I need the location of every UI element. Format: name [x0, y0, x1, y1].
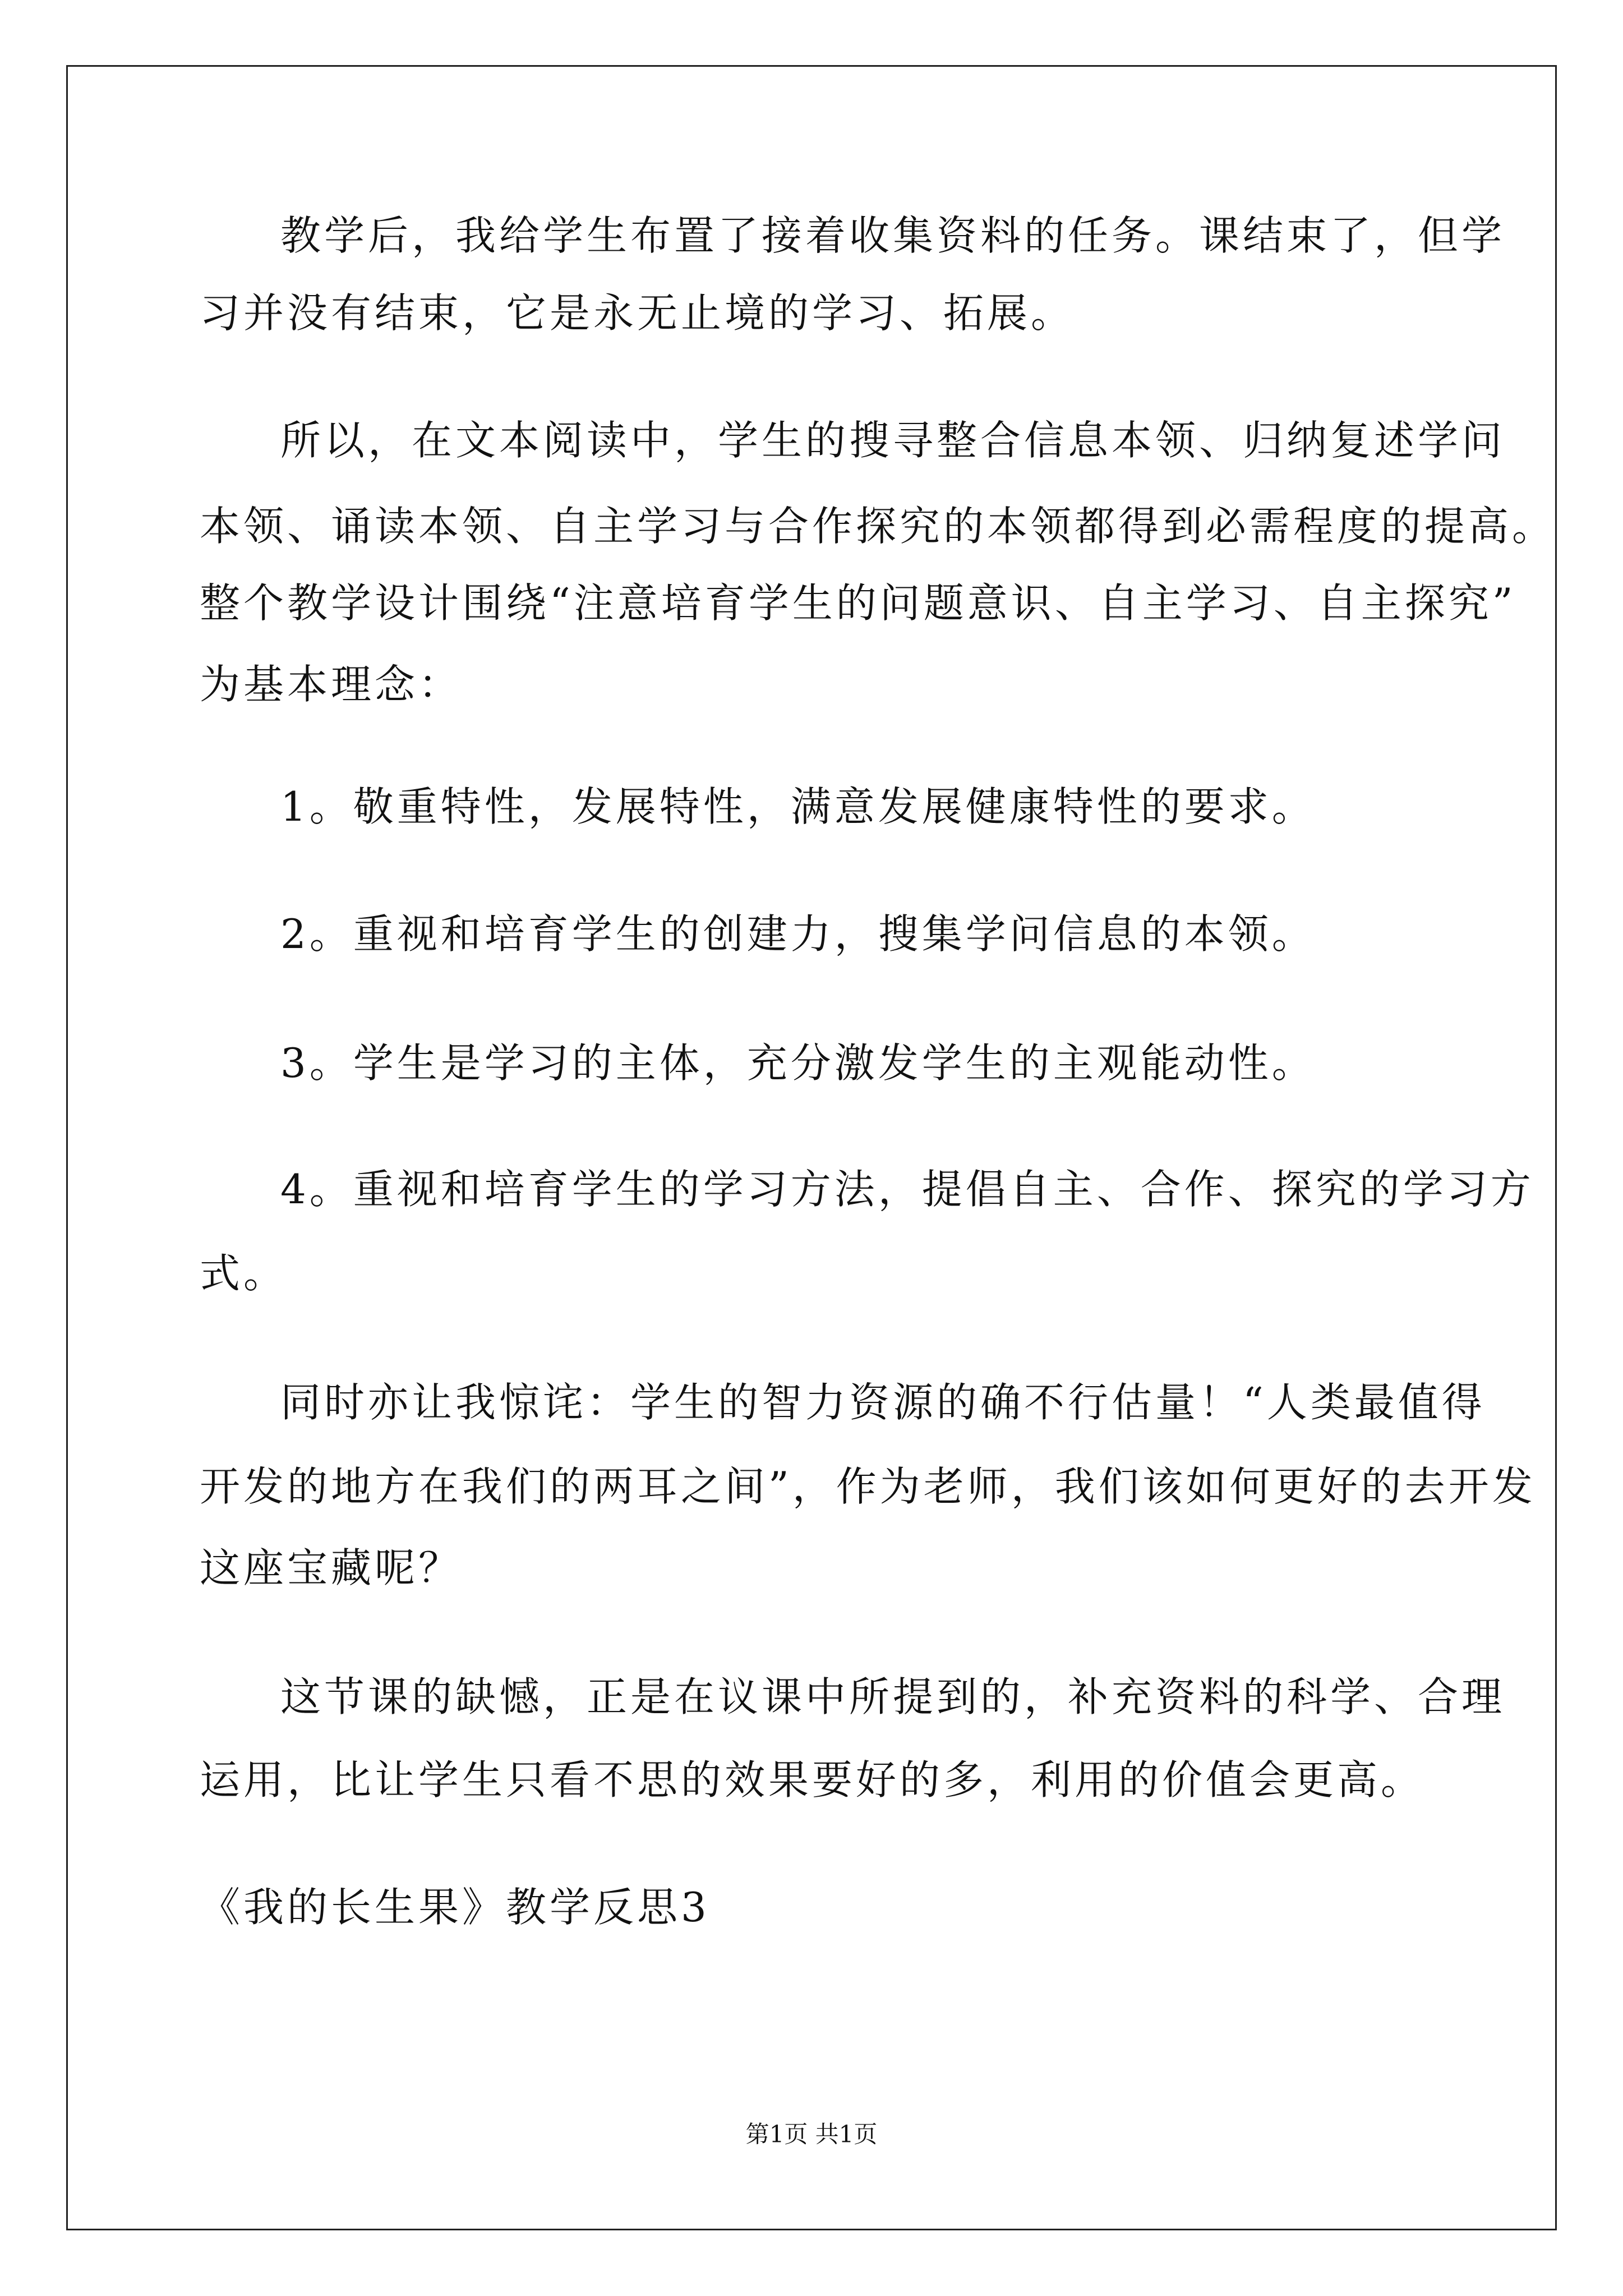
list-item-1: 1。敬重特性，发展特性，满意发展健康特性的要求。 — [280, 783, 1316, 830]
paragraph-2-line-1: 所以，在文本阅读中，学生的搜寻整合信息本领、归纳复述学问 — [280, 417, 1506, 464]
paragraph-3-line-1: 同时亦让我惊诧：学生的智力资源的确不行估量！“人类最值得 — [280, 1379, 1486, 1426]
paragraph-2-line-4: 为基本理念： — [200, 661, 463, 708]
paragraph-1-line-2: 习并没有结束，它是永无止境的学习、拓展。 — [200, 289, 1075, 337]
list-item-3: 3。学生是学习的主体，充分激发学生的主观能动性。 — [280, 1039, 1316, 1087]
paragraph-2-line-3: 整个教学设计围绕“注意培育学生的问题意识、自主学习、自主探究” — [200, 579, 1516, 627]
paragraph-3-line-3: 这座宝藏呢？ — [200, 1544, 463, 1591]
list-item-2: 2。重视和培育学生的创建力，搜集学问信息的本领。 — [280, 910, 1316, 958]
list-item-4-line-1: 4。重视和培育学生的学习方法，提倡自主、合作、探究的学习方 — [280, 1166, 1534, 1213]
page-number-footer: 第1页 共1页 — [745, 2120, 878, 2148]
paragraph-4-line-2: 运用，比让学生只看不思的效果要好的多，利用的价值会更高。 — [200, 1756, 1425, 1803]
paragraph-2-line-2: 本领、诵读本领、自主学习与合作探究的本领都得到必需程度的提高。 — [200, 503, 1556, 550]
paragraph-4-line-1: 这节课的缺憾，正是在议课中所提到的，补充资料的科学、合理 — [280, 1673, 1506, 1720]
section-heading: 《我的长生果》教学反思3 — [200, 1884, 710, 1931]
paragraph-3-line-2: 开发的地方在我们的两耳之间”，作为老师，我们该如何更好的去开发 — [200, 1463, 1536, 1510]
paragraph-1-line-1: 教学后，我给学生布置了接着收集资料的任务。课结束了，但学 — [280, 212, 1506, 259]
list-item-4-line-2: 式。 — [200, 1250, 288, 1297]
